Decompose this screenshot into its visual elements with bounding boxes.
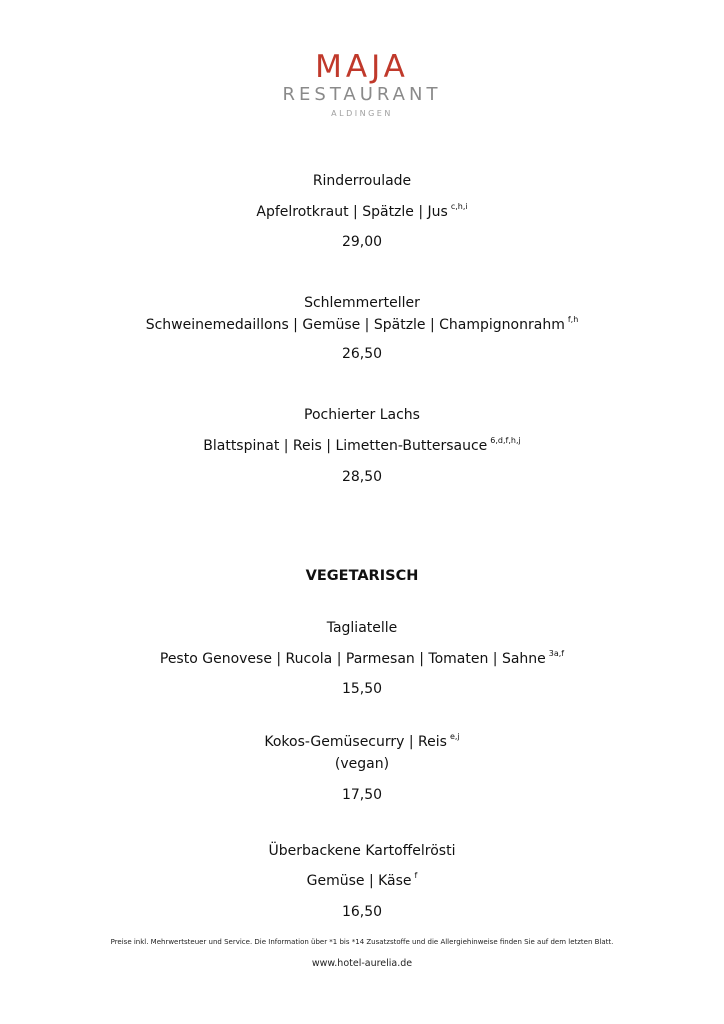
dish-description-line [0,437,724,455]
dish-title-line [0,733,724,751]
logo-location: ALDINGEN [331,109,393,118]
dish-description: Gemüse | Käse [306,873,412,889]
dish-price: 28,50 [341,469,383,485]
dish-description-line [0,203,724,221]
dish-title: Schlemmerteller [304,295,420,311]
dish-price: 29,00 [341,234,383,250]
footer-website-link[interactable]: www.hotel-aurelia.de [311,958,413,969]
dish-price: 16,50 [341,904,383,920]
section-heading-vegetarian: VEGETARISCH [305,568,419,584]
logo-subtitle: RESTAURANT [282,84,442,105]
footer-note: Preise inkl. Mehrwertsteuer und Service. Die Information über *1 bis *14 Zusatzstoffe und die Allergiehinweise finden Sie auf dem letzten Blatt. [110,938,614,946]
dish-allergens: e,j [449,732,460,741]
dish-allergens: c,h,i [450,202,468,211]
dish-price: 26,50 [341,346,383,362]
restaurant-logo [0,50,724,120]
dish-allergens: 6,d,f,h,j [490,436,521,445]
logo-name: MAJA [315,49,409,85]
dish-allergens: 3a,f [548,649,565,658]
dish-price: 17,50 [341,787,383,803]
dish-description-line [0,872,724,890]
dish-title: Rinderroulade [312,173,412,189]
dish-description: Schweinemedaillons | Gemüse | Spätzle | Champignonrahm [145,317,565,333]
dish-title: Überbackene Kartoffelrösti [268,843,456,859]
dish-allergens: f [414,871,418,880]
dish-note: (vegan) [334,756,390,772]
dish-price: 15,50 [341,681,383,697]
dish-description: Apfelrotkraut | Spätzle | Jus [256,204,448,220]
dish-title: Kokos-Gemüsecurry | Reis [264,734,447,750]
dish-allergens: f,h [567,315,579,324]
dish-description: Pesto Genovese | Rucola | Parmesan | Tomaten | Sahne [159,651,546,667]
dish-title: Pochierter Lachs [304,407,420,423]
dish-title: Tagliatelle [326,620,398,636]
dish-description: Blattspinat | Reis | Limetten-Buttersauce [203,438,488,454]
dish-description-line [0,650,724,668]
dish-description-line [0,316,724,334]
